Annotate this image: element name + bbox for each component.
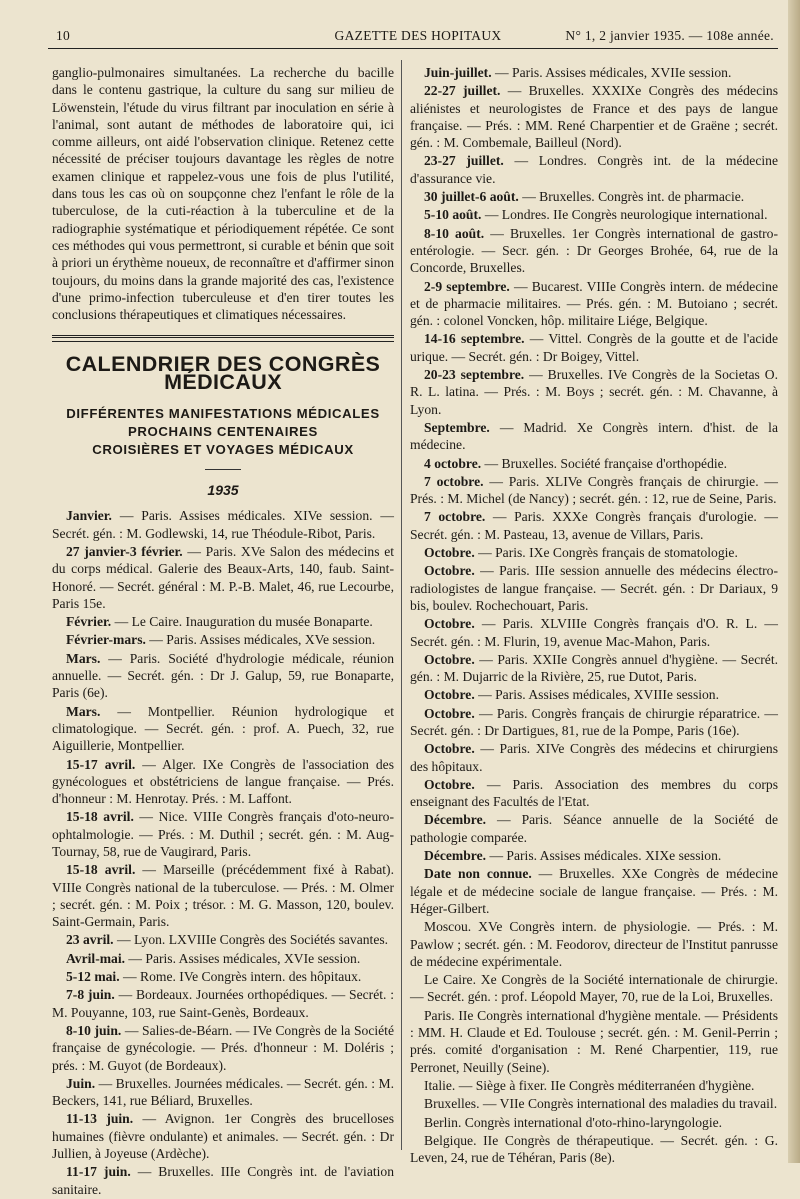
entry-text: — Marseille (précédemment fixé à Rabat). VIIIe Congrès national de la tuberculose. — Prés. : M. Olmer ; secrét. gén. : M. Poix ; trésor. : M. G. Masson, 120, boulev. Saint-Germain, Paris. — [52, 862, 394, 930]
entry-date: 20-23 septembre. — [424, 367, 525, 383]
entry-date: Juin-juillet. — [424, 65, 492, 80]
entry-text: — Paris. Association des membres du corps enseignant des Facultés de l'Etat. — [410, 776, 778, 810]
calendar-subtitle-1: DIFFÉRENTES MANIFESTATIONS MÉDICALES — [66, 406, 380, 422]
entry-date: Octobre. — [424, 741, 475, 757]
entry-date: 4 octobre. — [424, 455, 482, 471]
calendar-entry — [410, 225, 778, 277]
entry-date: Décembre. — [424, 848, 487, 864]
entry-text: — Paris. XLVIIIe Congrès français d'O. R. L. — Secrét. gén. : M. Flurin, 19, avenue Mac-Mahon, Paris. — [410, 616, 778, 649]
calendar-entry — [410, 1077, 778, 1094]
calendar-entry — [410, 651, 778, 686]
header-rule — [48, 48, 778, 49]
calendar-entry — [52, 613, 394, 630]
calendar-entry — [52, 950, 394, 967]
calendar-entry — [52, 1075, 394, 1110]
entry-text: — Paris. XLIVe Congrès français de chirurgie. — Prés. : M. Michel (de Nancy) ; secrét. gén. : 12, rue de Seine, Paris. — [410, 473, 778, 507]
calendar-entry — [52, 543, 394, 612]
entry-text: — Paris. Congrès français de chirurgie réparatrice. — Secrét. gén. : Dr Dartigues, 81, rue de la Pompe, Paris (16e). — [410, 705, 778, 738]
entry-text: Berlin. Congrès international d'oto-rhino-laryngologie. — [424, 1114, 723, 1130]
entry-text: — Bucarest. VIIIe Congrès intern. de médecine et de pharmacie militaires. — Prés. gén. : M. Butoiano ; secrét. gén. : colonel Voncken, hôp. militaire Liége, Belgique. — [410, 278, 778, 329]
calendar-entry — [52, 1110, 394, 1162]
entry-date: Octobre. — [424, 687, 475, 703]
entry-date: 8-10 juin. — [66, 1022, 122, 1038]
calendar-entry — [52, 861, 394, 930]
entry-text: — Madrid. Xe Congrès intern. d'hist. de la médecine. — [410, 419, 778, 453]
page-number: 10 — [56, 28, 71, 43]
entry-text: — Paris. Assises médicales, XVIe session. — [128, 950, 361, 966]
page-edge — [788, 0, 800, 1163]
entry-date: Janvier. — [66, 508, 112, 524]
calendar-entry — [410, 971, 778, 1006]
calendar-entry — [410, 562, 778, 614]
calendar-entry — [410, 544, 778, 561]
entry-date: Février. — [66, 614, 112, 630]
section-divider — [52, 335, 394, 342]
entry-date: Juin. — [66, 1075, 96, 1091]
calendar-entry — [410, 508, 778, 543]
entry-text: — Vittel. Congrès de la goutte et de l'acide urique. — Secrét. gén. : Dr Boigey, Vittel. — [410, 331, 778, 364]
entry-text: — Salies-de-Béarn. — IVe Congrès de la Société française de gynécologie. — Prés. d'honneur : M. Doléris ; prés. : M. Guyot (de Bordeaux). — [52, 1022, 394, 1073]
entry-date: Octobre. — [424, 705, 475, 721]
calendar-entry — [410, 686, 778, 703]
entry-text: — Paris. Assises médicales, XVIIe session. — [495, 65, 732, 80]
calendar-entry — [410, 82, 778, 151]
entry-date: Octobre. — [424, 563, 475, 579]
entry-text: Bruxelles. — VIIe Congrès international des maladies du travail. — [424, 1096, 778, 1112]
left-column — [52, 64, 394, 1199]
entry-date: 23-27 juillet. — [424, 153, 504, 169]
entry-date: Septembre. — [424, 419, 490, 435]
page-header — [48, 26, 788, 48]
entry-date: Octobre. — [424, 776, 475, 792]
calendar-entry — [410, 188, 778, 205]
entry-text: — Londres. IIe Congrès neurologique international. — [484, 207, 768, 223]
entry-date: 15-18 avril. — [66, 862, 136, 878]
entry-date: 30 juillet-6 août. — [424, 189, 519, 205]
entry-date: Mars. — [66, 650, 101, 666]
calendar-entry — [52, 808, 394, 860]
entry-date: 15-18 avril. — [66, 809, 134, 825]
entry-date: 27 janvier-3 février. — [66, 543, 183, 559]
entry-date: 23 avril. — [66, 932, 114, 948]
entry-date: Février-mars. — [66, 632, 146, 648]
entry-text: — Avignon. 1er Congrès des brucelloses humaines (fièvre ondulante) et animales. — Secrét. gén. : Dr Jullien, à Joyeuse (Ardèche). — [52, 1111, 394, 1162]
entry-date: Octobre. — [424, 651, 475, 667]
calendar-entry — [52, 507, 394, 542]
entry-text: Le Caire. Xe Congrès de la Société internationale de chirurgie. — Secrét. gén. : prof. Léopold Mayer, 70, rue de la Loi, Bruxelles. — [410, 972, 778, 1005]
entry-text: — Bruxelles. 1er Congrès international de gastro-entérologie. — Secr. gén. : Dr Georges Brohée, 64, rue de la Concorde, Bruxelles. — [410, 225, 778, 276]
entry-date: 2-9 septembre. — [424, 278, 510, 294]
journal-title: GAZETTE DES HOPITAUX — [334, 28, 502, 43]
calendar-subtitle-2: PROCHAINS CENTENAIRES — [128, 424, 318, 440]
calendar-entry — [52, 756, 394, 808]
entry-text: — Montpellier. Réunion hydrologique et climatologique. — Secrét. gén. : prof. A. Puech, 32, rue Aiguillerie, Montpellier. — [52, 703, 394, 754]
entry-text: Belgique. IIe Congrès de thérapeutique. — Secrét. gén. : G. Leven, 24, rue de Téhéran, Paris (8e). — [410, 1132, 778, 1166]
entry-text: — Le Caire. Inauguration du musée Bonaparte. — [114, 614, 373, 630]
entry-date: 5-10 août. — [424, 207, 482, 223]
calendar-entry — [410, 847, 778, 864]
calendar-entry — [410, 865, 778, 917]
entry-text: — Paris. XVe Salon des médecins et du corps médical. Galerie des Beaux-Arts, 140, faub. Saint-Honoré. — Secrét. général : M. P.-B. Malet, 46, rue Lecourbe, Paris 15e. — [52, 543, 395, 611]
entry-date: 22-27 juillet. — [424, 83, 501, 99]
calendar-entry — [410, 278, 778, 330]
entry-date: Octobre. — [424, 616, 475, 632]
calendar-entry — [410, 776, 778, 811]
calendar-entry — [52, 1022, 394, 1074]
calendar-entry — [410, 330, 778, 365]
calendar-year: 1935 — [207, 482, 239, 499]
calendar-entry — [410, 455, 778, 472]
entry-text: — Londres. Congrès int. de la médecine d'assurance vie. — [410, 153, 778, 186]
entry-text: — Paris. Séance annuelle de la Société de pathologie comparée. — [410, 812, 778, 845]
calendar-entry — [52, 703, 394, 755]
intro-text: ganglio-pulmonaires simultanées. La recherche du bacille dans le contenu gastrique, la culture du sang sur milieu de Löwenstein, l'étude du virus filtrant par inoculation en série à l'animal, sont autant de méthodes de laboratoire qui, ici comme ailleurs, ont aidé l'observation clinique. Retenez cette nécessité de préciser toujours davantage les règles de notre examen clinique et rappelez-vous une fois de plus l'utilité, dans tous les cas où on soupçonne chez l'enfant le rôle de la tuberculose, de la cuti-réaction à la tuberculine et de la radiographie systématique et périodiquement répétée. Ce sont ces méthodes qui vous permettront, si curable et bénin que soit à priori un érythème noueux, de reconnaître et d'affirmer sinon toujours, du moins dans la grande majorité des cas, l'existence d'une primo-infection tuberculeuse et d'en tirer toutes les conclusions thérapeutiques et climatiques nécessaires. — [52, 65, 394, 323]
calendar-entry — [52, 1163, 394, 1198]
entry-date: Mars. — [66, 703, 101, 719]
entry-date: Avril-mai. — [66, 950, 126, 966]
calendar-entry — [410, 64, 778, 81]
calendar-entry — [410, 419, 778, 454]
calendar-entry — [410, 1132, 778, 1167]
right-entry-list — [410, 64, 778, 1166]
calendar-entry — [410, 152, 778, 187]
entry-date: 7-8 juin. — [66, 987, 115, 1003]
entry-date: 15-17 avril. — [66, 756, 136, 772]
entry-text: — Paris. Assises médicales, XVIIIe session. — [478, 687, 720, 703]
calendar-entry — [410, 615, 778, 650]
calendar-entry — [410, 473, 778, 508]
entry-text: — Bruxelles. XXe Congrès de médecine légale et de médecine sociale de langue française. — Prés. : M. Héger-Gilbert. — [410, 866, 778, 916]
left-entry-list — [52, 507, 394, 1198]
entry-text: — Nice. VIIIe Congrès français d'oto-neuro-ophtalmologie. — Prés. : M. Duthil ; secrét. gén. : M. Aug-Tournay, 58, rue de Vaugirard, Paris. — [52, 809, 394, 859]
calendar-entry — [52, 631, 394, 648]
calendar-entry — [52, 986, 394, 1021]
intro-paragraph — [52, 64, 394, 323]
entry-date: 8-10 août. — [424, 225, 485, 241]
calendar-entry — [410, 918, 778, 970]
entry-text: — Bruxelles. Congrès int. de pharmacie. — [522, 189, 745, 205]
calendar-title: CALENDRIER DES CONGRÈS MÉDICAUX — [65, 352, 381, 394]
entry-date: 11-17 juin. — [66, 1164, 131, 1180]
entry-text: — Paris. Société d'hydrologie médicale, réunion annuelle. — Secrét. gén. : Dr J. Galup, 59, rue Bonaparte, Paris (6e). — [52, 650, 394, 701]
entry-date: 14-16 septembre. — [424, 331, 525, 347]
entry-text: — Paris. Assises médicales, XVe session. — [149, 632, 376, 648]
entry-date: 11-13 juin. — [66, 1111, 134, 1127]
entry-text: Italie. — Siège à fixer. IIe Congrès méditerranéen d'hygiène. — [424, 1077, 755, 1093]
entry-text: — Bruxelles. IVe Congrès de la Societas O. R. L. latina. — Prés. : M. Boys ; secrét. gén. : M. Chavanne, à Lyon. — [410, 367, 778, 417]
entry-date: Date non connue. — [424, 866, 532, 882]
entry-date: Décembre. — [424, 812, 487, 828]
entry-date: 7 octobre. — [424, 509, 486, 525]
right-column — [410, 64, 778, 1167]
entry-text: — Paris. IXe Congrès français de stomatologie. — [478, 545, 738, 561]
calendar-entry — [410, 366, 778, 418]
calendar-entry — [52, 650, 394, 702]
entry-text: — Rome. IVe Congrès intern. des hôpitaux. — [123, 969, 362, 985]
entry-text: — Paris. XXIIe Congrès annuel d'hygiène. — Secrét. gén. : M. Dujarric de la Rivière, 25, rue Dutot, Paris. — [410, 651, 778, 685]
entry-text: — Bruxelles. Société française d'orthopédie. — [484, 455, 728, 471]
calendar-entry — [410, 740, 778, 775]
entry-text: Moscou. XVe Congrès intern. de physiologie. — Prés. : M. Pawlow ; secrét. gén. : M. Feodorov, directeur de l'Institut panrusse de médecine expérimentale. — [410, 919, 778, 969]
entry-text: Paris. IIe Congrès international d'hygiène mentale. — Présidents : MM. H. Claude et Ed. Toulouse ; secrét. gén. : M. Genil-Perrin ; prés. comité d'organisation : M. René Charpentier, 119, rue Perronet, Neuilly (Seine). — [410, 1007, 778, 1075]
entry-text: — Paris. XIVe Congrès des médecins et chirurgiens des hôpitaux. — [410, 741, 778, 774]
entry-text: — Paris. IIIe session annuelle des médecins électro-radiologistes de langue française. — Secrét. gén. : Dr Dariaux, 9 bis, boulev. Rochechouart, Paris. — [410, 563, 778, 613]
entry-text: — Lyon. LXVIIIe Congrès des Sociétés savantes. — [116, 932, 389, 948]
entry-text: — Alger. IXe Congrès de l'association des gynécologues et obstétriciens de langue française. — Prés. d'honneur : M. Henrotay. Prés. : M. Laffont. — [52, 756, 394, 807]
calendar-entry — [52, 968, 394, 985]
calendar-entry — [410, 705, 778, 740]
entry-text: — Bruxelles. XXXIXe Congrès des médecins aliénistes et neurologistes de France et des pays de langue française. — Prés. : MM. René Charpentier et de Graëne ; secrét. gén. : M. Combemale, Bailleul (Nord). — [410, 83, 778, 151]
entry-date: 7 octobre. — [424, 473, 484, 489]
calendar-entry — [410, 811, 778, 846]
entry-text: — Bruxelles. IIIe Congrès int. de l'aviation sanitaire. — [52, 1164, 395, 1197]
entry-text: — Paris. XXXe Congrès français d'urologie. — Secrét. gén. : M. Pasteau, 13, avenue de Villars, Paris. — [410, 509, 778, 542]
entry-text: — Paris. Assises médicales. XIVe session. — Secrét. gén. : M. Godlewski, 14, rue Théodule-Ribot, Paris. — [52, 508, 394, 541]
calendar-subtitle-3: CROISIÈRES ET VOYAGES MÉDICAUX — [92, 442, 354, 458]
column-divider — [401, 60, 402, 1150]
entry-text: — Paris. Assises médicales. XIXe session. — [489, 848, 722, 864]
entry-date: Octobre. — [424, 545, 475, 561]
calendar-entry — [410, 206, 778, 223]
entry-text: — Bordeaux. Journées orthopédiques. — Secrét. : M. Pouyanne, 103, rue Saint-Genès, Bordeaux. — [52, 987, 394, 1020]
entry-date: 5-12 mai. — [66, 969, 120, 985]
entry-text: — Bruxelles. Journées médicales. — Secrét. gén. : M. Beckers, 141, rue Béliard, Bruxelles. — [52, 1075, 394, 1109]
calendar-entry — [52, 931, 394, 948]
calendar-entry — [410, 1007, 778, 1076]
short-rule — [205, 469, 241, 470]
calendar-entry — [410, 1114, 778, 1131]
calendar-entry — [410, 1095, 778, 1112]
issue-info: N° 1, 2 janvier 1935. — 108e année. — [565, 28, 774, 43]
